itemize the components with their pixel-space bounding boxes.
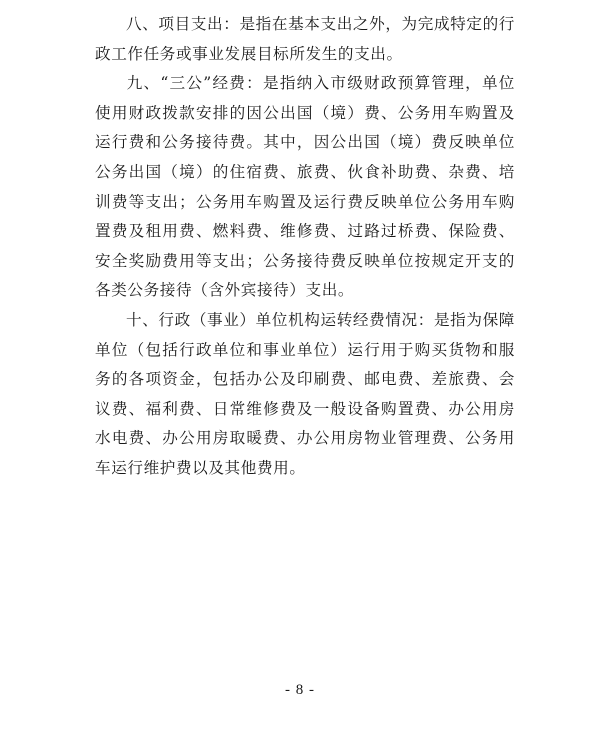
paragraph-three-public-expenses — [95, 69, 515, 306]
paragraph-operating-expenses — [95, 306, 515, 484]
document-body — [95, 10, 515, 484]
paragraph-project-expenditure — [95, 10, 515, 69]
paragraph-text: 十、行政（事业）单位机构运转经费情况：是指为保障单位（包括行政单位和事业单位）运行用于购买货物和服务的各项资金，包括办公及印刷费、邮电费、差旅费、会议费、福利费、日常维修费及一般设备购置费、办公用房水电费、办公用房取暖费、办公用房物业管理费、公务用车运行维护费以及其他费用。 — [95, 310, 515, 477]
paragraph-text: 八、项目支出：是指在基本支出之外，为完成特定的行政工作任务或事业发展目标所发生的支出。 — [95, 15, 515, 63]
page-number: - 8 - — [285, 682, 315, 698]
paragraph-text: 九、“三公”经费：是指纳入市级财政预算管理，单位使用财政拨款安排的因公出国（境）费、公务用车购置及运行费和公务接待费。其中，因公出国（境）费反映单位公务出国（境）的住宿费、旅费、伙食补助费、杂费、培训费等支出；公务用车购置及运行费反映单位公务用车购置费及租用费、燃料费、维修费、过路过桥费、保险费、安全奖励费用等支出；公务接待费反映单位按规定开支的各类公务接待（含外宾接待）支出。 — [95, 74, 515, 300]
